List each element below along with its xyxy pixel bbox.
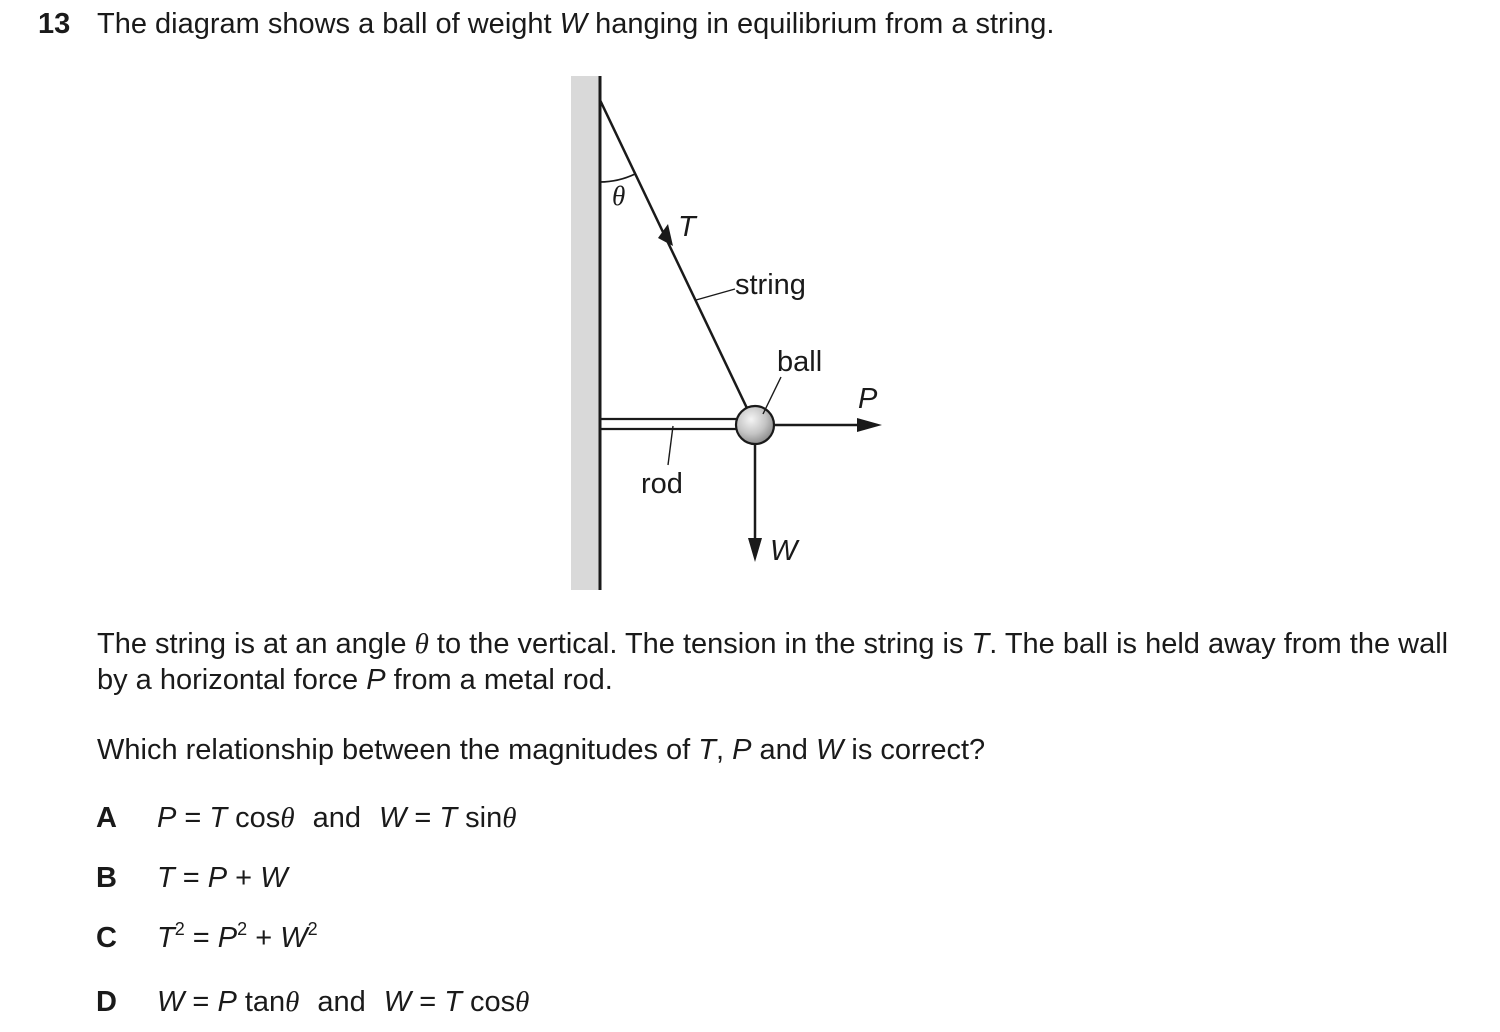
opt-a-eq2: = bbox=[406, 802, 440, 834]
desc-text-2: to the vertical. The tension in the string is bbox=[428, 628, 972, 660]
opt-a-cos: cos bbox=[227, 802, 281, 834]
option-d-letter[interactable]: D bbox=[96, 986, 117, 1018]
opt-d-w2: W bbox=[383, 986, 412, 1018]
description-paragraph bbox=[97, 626, 1477, 698]
opt-c-w: W bbox=[280, 922, 308, 954]
string-label: string bbox=[735, 269, 806, 301]
option-d-text[interactable] bbox=[157, 984, 529, 1020]
opt-a-theta2: θ bbox=[502, 802, 517, 834]
opt-c-plus: + bbox=[247, 922, 281, 954]
stem-suffix: hanging in equilibrium from a string. bbox=[587, 8, 1055, 40]
option-b-letter[interactable]: B bbox=[96, 862, 117, 894]
desc-force-p: P bbox=[366, 664, 386, 696]
opt-b-w: W bbox=[260, 862, 288, 894]
opt-a-w: W bbox=[378, 802, 407, 834]
option-a-text[interactable] bbox=[157, 800, 517, 836]
desc-text-4: from a metal rod. bbox=[385, 664, 613, 696]
opt-b-plus: + bbox=[227, 862, 261, 894]
force-p-label: P bbox=[858, 383, 878, 415]
prompt-weight: W bbox=[815, 734, 844, 766]
opt-c-exp3: 2 bbox=[307, 919, 318, 939]
weight-arrowhead bbox=[748, 538, 762, 562]
opt-d-eq2: = bbox=[411, 986, 445, 1018]
opt-a-and: and bbox=[312, 802, 361, 834]
theta-label: θ bbox=[612, 181, 626, 211]
prompt-force-p: P bbox=[732, 734, 752, 766]
opt-d-tan: tan bbox=[236, 986, 286, 1018]
opt-d-and: and bbox=[317, 986, 366, 1018]
opt-d-theta2: θ bbox=[515, 986, 530, 1018]
prompt-tension: T bbox=[698, 734, 717, 766]
opt-a-t2: T bbox=[439, 802, 458, 834]
wall bbox=[571, 76, 600, 590]
stem-weight-var: W bbox=[559, 8, 588, 40]
question-prompt bbox=[97, 732, 1477, 768]
opt-b-t: T bbox=[157, 862, 175, 894]
prompt-text-1: Which relationship between the magnitudes of bbox=[97, 734, 699, 766]
question-number: 13 bbox=[38, 8, 71, 40]
opt-d-eq: = bbox=[184, 986, 218, 1018]
rod-leader bbox=[668, 426, 673, 465]
desc-text-3: . The ball is held away from the wall by a horizontal force bbox=[97, 628, 1449, 696]
desc-tension: T bbox=[971, 628, 990, 660]
ball-leader bbox=[763, 377, 781, 414]
desc-text-1: The string is at an angle bbox=[97, 628, 415, 660]
opt-b-eq: = bbox=[174, 862, 208, 894]
opt-c-eq: = bbox=[184, 922, 218, 954]
option-b-text[interactable] bbox=[157, 860, 288, 896]
opt-d-cos: cos bbox=[461, 986, 516, 1018]
opt-d-w: W bbox=[157, 986, 185, 1018]
opt-a-p: P bbox=[157, 802, 177, 834]
opt-c-exp2: 2 bbox=[237, 919, 248, 939]
option-a-letter[interactable]: A bbox=[96, 802, 117, 834]
opt-a-theta: θ bbox=[280, 802, 295, 834]
string-leader bbox=[696, 289, 735, 300]
prompt-text-3: and bbox=[751, 734, 816, 766]
weight-label: W bbox=[770, 535, 798, 567]
opt-d-t: T bbox=[444, 986, 462, 1018]
rod-label: rod bbox=[641, 468, 683, 500]
desc-theta: θ bbox=[414, 628, 429, 660]
opt-a-t: T bbox=[209, 802, 228, 834]
ball-label: ball bbox=[777, 346, 823, 378]
opt-c-p: P bbox=[217, 922, 238, 954]
ball bbox=[736, 406, 774, 444]
opt-a-eq: = bbox=[176, 802, 210, 834]
tension-label: T bbox=[678, 211, 696, 243]
opt-c-t: T bbox=[157, 922, 175, 954]
string-line bbox=[600, 100, 755, 425]
stem-prefix: The diagram shows a ball of weight bbox=[97, 8, 560, 40]
opt-b-p: P bbox=[207, 862, 228, 894]
opt-d-theta: θ bbox=[285, 986, 300, 1018]
option-c-text[interactable] bbox=[157, 920, 318, 956]
force-p-arrowhead bbox=[857, 418, 882, 432]
opt-a-sin: sin bbox=[457, 802, 503, 834]
opt-c-exp1: 2 bbox=[174, 919, 185, 939]
prompt-text-4: is correct? bbox=[843, 734, 986, 766]
prompt-text-2: , bbox=[716, 734, 733, 766]
opt-d-p: P bbox=[217, 986, 237, 1018]
option-c-letter[interactable]: C bbox=[96, 922, 117, 954]
